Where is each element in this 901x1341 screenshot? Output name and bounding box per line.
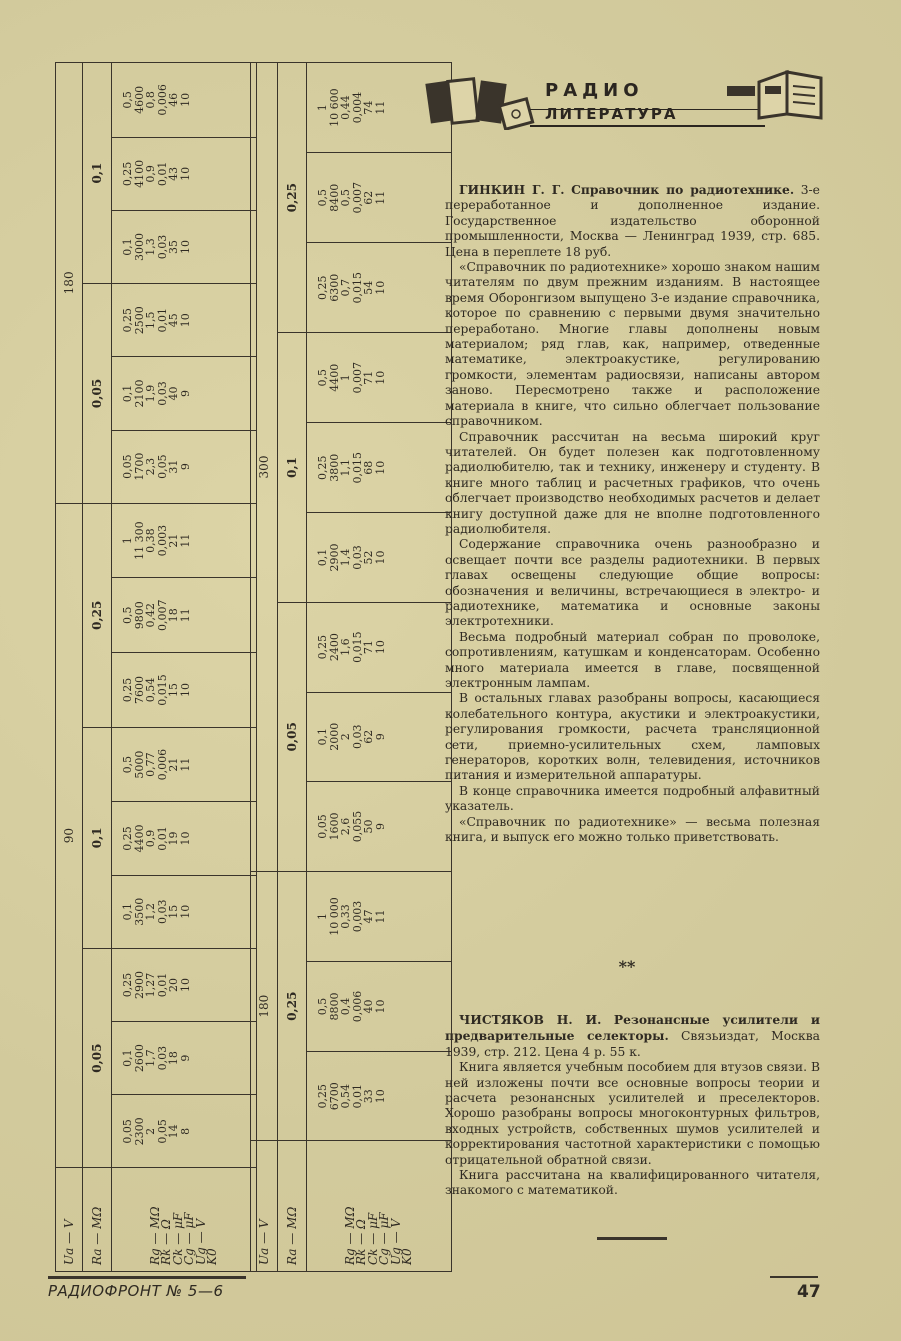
data-column <box>112 802 257 875</box>
data-value: 0,5 <box>121 91 134 109</box>
data-value: 1 <box>121 537 134 545</box>
data-value: 35 <box>167 240 180 255</box>
row-label: Rg — MΩ <box>147 1206 162 1265</box>
data-value: 11 <box>178 608 192 623</box>
data-value: 3000 <box>132 233 146 262</box>
data-value: 0,01 <box>155 161 169 187</box>
data-column <box>112 137 257 210</box>
data-value: 0,25 <box>316 634 329 660</box>
data-value: 47 <box>362 909 375 924</box>
data-value: 0,5 <box>316 369 329 387</box>
ua-value-header: 180 <box>251 871 278 1140</box>
data-value: 0,003 <box>350 900 364 933</box>
data-value: 0,01 <box>155 826 169 851</box>
data-value: 0,1 <box>121 1049 134 1067</box>
row-label: Rg — MΩ <box>342 1206 357 1265</box>
data-value: 9 <box>178 389 192 397</box>
data-value: 0,01 <box>155 308 169 333</box>
data-value: 9800 <box>132 601 146 630</box>
data-value: 10 <box>373 640 387 655</box>
ra-value-header: 0,25 <box>278 871 307 1140</box>
data-value: 0,77 <box>144 752 157 777</box>
data-value: 7600 <box>132 675 146 704</box>
data-value: 10 <box>373 370 387 385</box>
data-value: 10 <box>373 1089 387 1104</box>
data-value: 2300 <box>132 1117 146 1146</box>
data-column <box>112 430 257 503</box>
data-value: 46 <box>167 92 180 107</box>
data-value: 0,44 <box>339 95 352 120</box>
data-value: 0,006 <box>350 990 364 1023</box>
row-label: Cg — μF <box>182 1212 196 1265</box>
footer-journal-title: РАДИОФРОНТ № 5—6 <box>48 1282 224 1300</box>
data-value: 0,05 <box>316 814 329 839</box>
ra-value-header: 0,1 <box>83 63 112 284</box>
data-value: 10 600 <box>327 88 341 127</box>
row-labels <box>112 1168 257 1272</box>
data-value: 0,03 <box>155 381 169 406</box>
data-column <box>112 1022 257 1095</box>
data-value: 0,05 <box>155 1119 169 1144</box>
data-value: 0,015 <box>155 674 169 706</box>
data-value: 0,33 <box>339 904 352 929</box>
review-ginkin-title: Справочник по радиотехнике. <box>571 182 795 197</box>
data-value: 10 <box>178 977 192 992</box>
data-column <box>112 63 257 138</box>
ua-label: Ua — V <box>56 1168 83 1272</box>
data-value: 10 000 <box>327 897 341 936</box>
data-value: 0,42 <box>144 603 157 628</box>
data-value: 8 <box>178 1127 192 1135</box>
data-column <box>307 333 452 423</box>
data-value: 0,1 <box>121 384 134 403</box>
data-column <box>112 653 257 728</box>
data-value: 0,5 <box>316 188 329 207</box>
data-value: 54 <box>362 280 375 295</box>
data-value: 62 <box>362 729 375 744</box>
review-chistyakov <box>445 1012 820 1199</box>
data-value: 0,05 <box>155 454 169 479</box>
review-ginkin-paragraph: В остальных главах разобраны вопросы, касающиеся колебательного контура, акустики и электроакустики, регулирования громкости, расчета трансляционной сети, приемно-усилительных схем, ламповых генераторов, коротких волн, телевидения, источников питания и измерительной аппаратуры. <box>445 691 820 783</box>
data-value: 19 <box>167 831 180 846</box>
data-value: 0,5 <box>316 997 329 1016</box>
data-value: 74 <box>362 100 375 115</box>
data-value: 40 <box>167 386 180 401</box>
data-value: 3800 <box>327 453 341 482</box>
review-chistyakov-imprint: Связьиздат, Москва 1939, стр. 212. Цена 4 р. 55 к. <box>445 1029 820 1059</box>
data-value: 0,38 <box>144 528 157 553</box>
data-value: 45 <box>167 313 180 328</box>
data-column <box>307 423 452 513</box>
lamp-table-2 <box>250 62 420 1272</box>
review-ginkin-heading <box>445 182 820 260</box>
data-value: 0,015 <box>350 452 364 484</box>
data-value: 52 <box>362 550 375 565</box>
review-chistyakov-heading <box>445 1012 820 1060</box>
banner-title-line2: ЛИТЕРАТУРА <box>545 105 678 123</box>
data-value: 15 <box>167 682 180 697</box>
data-value: 0,25 <box>121 677 134 703</box>
row-label: K0 <box>400 1248 414 1265</box>
data-value: 0,7 <box>339 278 352 297</box>
data-column <box>307 692 452 781</box>
open-book-icon <box>725 64 825 122</box>
data-value: 1,2 <box>144 903 157 921</box>
data-value: 0,25 <box>121 826 134 851</box>
data-value: 2 <box>144 1127 157 1135</box>
page-number: 47 <box>797 1282 821 1302</box>
lamp-table-1 <box>55 62 245 1272</box>
ra-value-header: 0,1 <box>83 727 112 948</box>
data-value: 3500 <box>132 897 146 926</box>
ra-value-header: 0,25 <box>83 503 112 727</box>
tube-parameters-table <box>55 62 257 1272</box>
data-value: 1 <box>339 374 352 382</box>
data-column <box>307 871 452 961</box>
data-value: 0,03 <box>350 724 364 750</box>
row-label: Rk — Ω <box>159 1219 173 1265</box>
banner-rule-bottom <box>530 125 765 127</box>
data-value: 5000 <box>132 750 146 779</box>
data-value: 0,1 <box>316 548 329 567</box>
data-value: 21 <box>167 533 180 548</box>
row-label: Ck — μF <box>170 1212 185 1265</box>
data-value: 0,03 <box>155 234 169 260</box>
data-value: 11 300 <box>132 521 146 560</box>
data-column <box>112 210 257 283</box>
data-value: 1 <box>316 913 329 920</box>
data-value: 0,05 <box>121 1119 134 1144</box>
data-value: 0,03 <box>350 545 364 570</box>
data-value: 0,25 <box>316 455 329 481</box>
footer-rule-left <box>48 1276 246 1279</box>
data-value: 0,1 <box>316 728 329 746</box>
ua-value-header: 180 <box>56 63 83 504</box>
data-value: 9 <box>373 822 387 830</box>
data-value: 1,1 <box>339 459 352 477</box>
data-value: 8800 <box>327 992 341 1021</box>
data-column <box>112 284 257 357</box>
data-value: 11 <box>178 533 192 548</box>
data-value: 0,003 <box>155 524 169 557</box>
data-value: 68 <box>362 460 375 475</box>
data-value: 0,4 <box>339 997 352 1016</box>
ra-value-header: 0,05 <box>278 602 307 871</box>
data-value: 71 <box>362 640 375 655</box>
data-value: 10 <box>373 550 387 565</box>
data-value: 1,7 <box>144 1049 157 1067</box>
data-value: 10 <box>373 280 387 295</box>
data-column <box>307 1052 452 1141</box>
data-value: 10 <box>178 313 192 328</box>
data-value: 15 <box>167 904 180 919</box>
data-value: 0,03 <box>155 899 169 924</box>
ra-value-header: 0,1 <box>278 333 307 602</box>
data-value: 10 <box>373 460 387 475</box>
data-value: 0,007 <box>350 362 364 394</box>
data-value: 4100 <box>132 159 146 188</box>
ua-value-header: 90 <box>56 503 83 1168</box>
data-column <box>307 602 452 692</box>
footer-rule-right <box>770 1276 818 1278</box>
data-column <box>307 153 452 243</box>
data-column <box>112 357 257 430</box>
data-value: 0,25 <box>316 275 329 300</box>
review-ginkin <box>445 182 820 845</box>
data-value: 18 <box>167 608 180 623</box>
data-value: 10 <box>178 166 192 181</box>
data-value: 0,5 <box>339 188 352 207</box>
data-value: 21 <box>167 757 180 772</box>
data-value: 0,25 <box>121 161 134 187</box>
data-value: 0,004 <box>350 91 364 124</box>
data-value: 2,3 <box>144 457 157 476</box>
data-value: 0,05 <box>121 454 134 479</box>
data-value: 31 <box>167 459 180 474</box>
data-value: 0,54 <box>144 677 157 703</box>
data-column <box>112 875 257 948</box>
section-separator-asterisks: ** <box>618 957 636 976</box>
data-value: 0,1 <box>121 238 134 256</box>
banner-title-line1: РАДИО <box>545 80 644 101</box>
data-column <box>112 1095 257 1168</box>
section-banner <box>420 72 825 130</box>
ra-value-header: 0,25 <box>278 63 307 333</box>
data-value: 18 <box>167 1051 180 1066</box>
data-column <box>307 781 452 871</box>
data-value: 1700 <box>132 452 146 481</box>
data-column <box>112 727 257 802</box>
data-value: 4600 <box>132 85 146 114</box>
data-value: 1600 <box>327 812 341 841</box>
data-value: 0,54 <box>339 1083 352 1109</box>
data-value: 0,03 <box>155 1045 169 1071</box>
data-value: 0,01 <box>155 972 169 998</box>
data-value: 2100 <box>132 379 146 408</box>
data-value: 2 <box>339 733 352 741</box>
data-value: 0,9 <box>144 165 157 183</box>
data-value: 10 <box>178 92 192 107</box>
data-value: 14 <box>167 1124 180 1139</box>
data-value: 43 <box>167 166 180 181</box>
data-value: 10 <box>178 682 192 697</box>
data-value: 0,055 <box>350 810 364 843</box>
data-value: 1,27 <box>144 972 157 998</box>
row-label: Cg — μF <box>377 1212 391 1265</box>
row-label: Ug — V <box>388 1218 403 1265</box>
data-value: 6300 <box>327 273 341 302</box>
data-value: 2600 <box>132 1044 146 1073</box>
data-value: 71 <box>362 370 375 385</box>
data-value: 1,3 <box>144 238 157 256</box>
review-ginkin-paragraph: «Справочник по радиотехнике» хорошо знаком нашим читателям по двум прежним изданиям. В настоящее время Оборонгизом выпущено 3-е издание справочника, которое по сравнению с первыми двумя значительно переработано. Многие главы дополнены новым материалом; ряд глав, как, например, отведенные математике, электроакустике, регулированию громкости, элементам радиосвязи, написаны автором заново. Пересмотрено также и расположение материала в книге, что сильно облегчает пользование справочником. <box>445 260 820 429</box>
data-column <box>112 503 257 578</box>
data-value: 0,9 <box>144 829 157 848</box>
data-value: 4400 <box>327 363 341 392</box>
data-value: 0,006 <box>155 84 169 116</box>
data-column <box>112 578 257 653</box>
data-value: 0,1 <box>121 903 134 921</box>
row-label: Rk — Ω <box>354 1219 368 1265</box>
data-value: 33 <box>362 1089 375 1104</box>
review-ginkin-paragraph: Содержание справочника очень разнообразно и освещает почти все разделы радиотехники. В первых главах освещены следующие общие вопросы: обозначения и величины, встречающиеся в электро- и радиотехнике, математика и основные законы электротехники. <box>445 537 820 629</box>
review-chistyakov-title: Резонансные усилители и предварительные селекторы. <box>445 1012 820 1044</box>
data-value: 0,007 <box>155 599 169 632</box>
data-value: 9 <box>178 463 192 471</box>
data-value: 0,006 <box>155 748 169 781</box>
ra-label: Ra — MΩ <box>278 1141 307 1272</box>
data-value: 0,01 <box>350 1083 364 1109</box>
data-value: 1,6 <box>339 638 352 656</box>
data-value: 1 <box>316 104 329 112</box>
data-value: 8400 <box>327 183 341 212</box>
ra-value-header: 0,05 <box>83 284 112 504</box>
review-ginkin-paragraph: Справочник рассчитан на весьма широкий круг читателей. Он будет полезен как подготовленному радиолюбителю, так и технику, инженеру и студенту. В книге много таблиц и расчетных графиков, что очень облегчает производство необходимых расчетов и делает книгу доступной даже для не вполне подготовленного радиолюбителя. <box>445 429 820 536</box>
data-value: 0,25 <box>121 308 134 333</box>
data-value: 2500 <box>132 306 146 335</box>
review-ginkin-paragraph: В конце справочника имеется подробный алфавитный указатель. <box>445 783 820 814</box>
tube-parameters-table <box>250 62 452 1272</box>
review-ginkin-author: ГИНКИН Г. Г. <box>459 182 565 197</box>
data-value: 0,015 <box>350 271 364 304</box>
data-value: 6700 <box>327 1082 341 1111</box>
data-value: 1,4 <box>339 548 352 567</box>
data-value: 2400 <box>327 633 341 662</box>
review-ginkin-paragraph: «Справочник по радиотехнике» — весьма полезная книга, и выпуск его можно только приветствовать. <box>445 814 820 845</box>
data-value: 0,5 <box>121 755 134 774</box>
ua-value-header: 300 <box>251 63 278 872</box>
data-value: 1,5 <box>144 311 157 329</box>
data-value: 11 <box>373 100 387 115</box>
data-value: 0,007 <box>350 181 364 214</box>
data-value: 11 <box>373 190 387 205</box>
data-value: 2900 <box>132 970 146 999</box>
data-value: 10 <box>178 904 192 919</box>
review-chistyakov-paragraph: Книга рассчитана на квалифицированного читателя, знакомого с математикой. <box>445 1168 820 1198</box>
review-chistyakov-paragraph: Книга является учебным пособием для втузов связи. В ней изложены почти все основные вопросы теории и расчета резонансных усилителей и преселекторов. Хорошо разобраны вопросы многоконтурных фильтров, входных устройств, собственных шумов усилителей и корректирования частотной характеристики с помощью отрицательной обратной связи. <box>445 1060 820 1167</box>
data-column <box>307 243 452 333</box>
data-value: 11 <box>178 757 192 772</box>
data-value: 50 <box>362 819 375 834</box>
review-ginkin-imprint: 3-е переработанное и дополненное издание. Государственное издательство оборонной промышленности, Москва — Ленинград 1939, стр. 685. Цена в переплете 18 руб. <box>445 183 820 259</box>
review-ginkin-paragraph: Весьма подробный материал собран по проволоке, сопротивлениям, катушкам и конденсаторам. Особенно много материала имеется в главе, посвященной электронным лампам. <box>445 629 820 690</box>
data-column <box>112 948 257 1021</box>
review-chistyakov-author: ЧИСТЯКОВ Н. И. <box>459 1012 602 1027</box>
data-value: 20 <box>167 977 180 992</box>
data-value: 9 <box>178 1054 192 1062</box>
ua-label: Ua — V <box>251 1141 278 1272</box>
data-value: 0,5 <box>121 606 134 625</box>
ra-label: Ra — MΩ <box>83 1168 112 1272</box>
data-value: 10 <box>178 831 192 846</box>
data-value: 40 <box>362 999 375 1014</box>
data-value: 2,6 <box>339 817 352 836</box>
data-value: 10 <box>178 240 192 255</box>
data-column <box>307 513 452 602</box>
data-value: 4400 <box>132 824 146 853</box>
row-label: Ug — V <box>193 1218 208 1265</box>
books-illustration-icon <box>420 72 535 130</box>
data-value: 10 <box>373 999 387 1014</box>
data-value: 2900 <box>327 543 341 572</box>
data-value: 0,25 <box>316 1083 329 1109</box>
data-column <box>307 962 452 1052</box>
data-value: 0,8 <box>144 91 157 109</box>
row-labels <box>307 1141 452 1272</box>
ra-value-header: 0,05 <box>83 948 112 1168</box>
data-value: 0,015 <box>350 631 364 663</box>
row-label: Ck — μF <box>365 1212 380 1265</box>
data-value: 1,9 <box>144 384 157 403</box>
data-value: 9 <box>373 733 387 741</box>
data-value: 62 <box>362 190 375 205</box>
data-value: 0,25 <box>121 972 134 998</box>
end-rule <box>597 1237 667 1240</box>
data-value: 2000 <box>327 722 341 751</box>
data-value: 11 <box>373 909 387 924</box>
row-label: K0 <box>205 1248 219 1265</box>
